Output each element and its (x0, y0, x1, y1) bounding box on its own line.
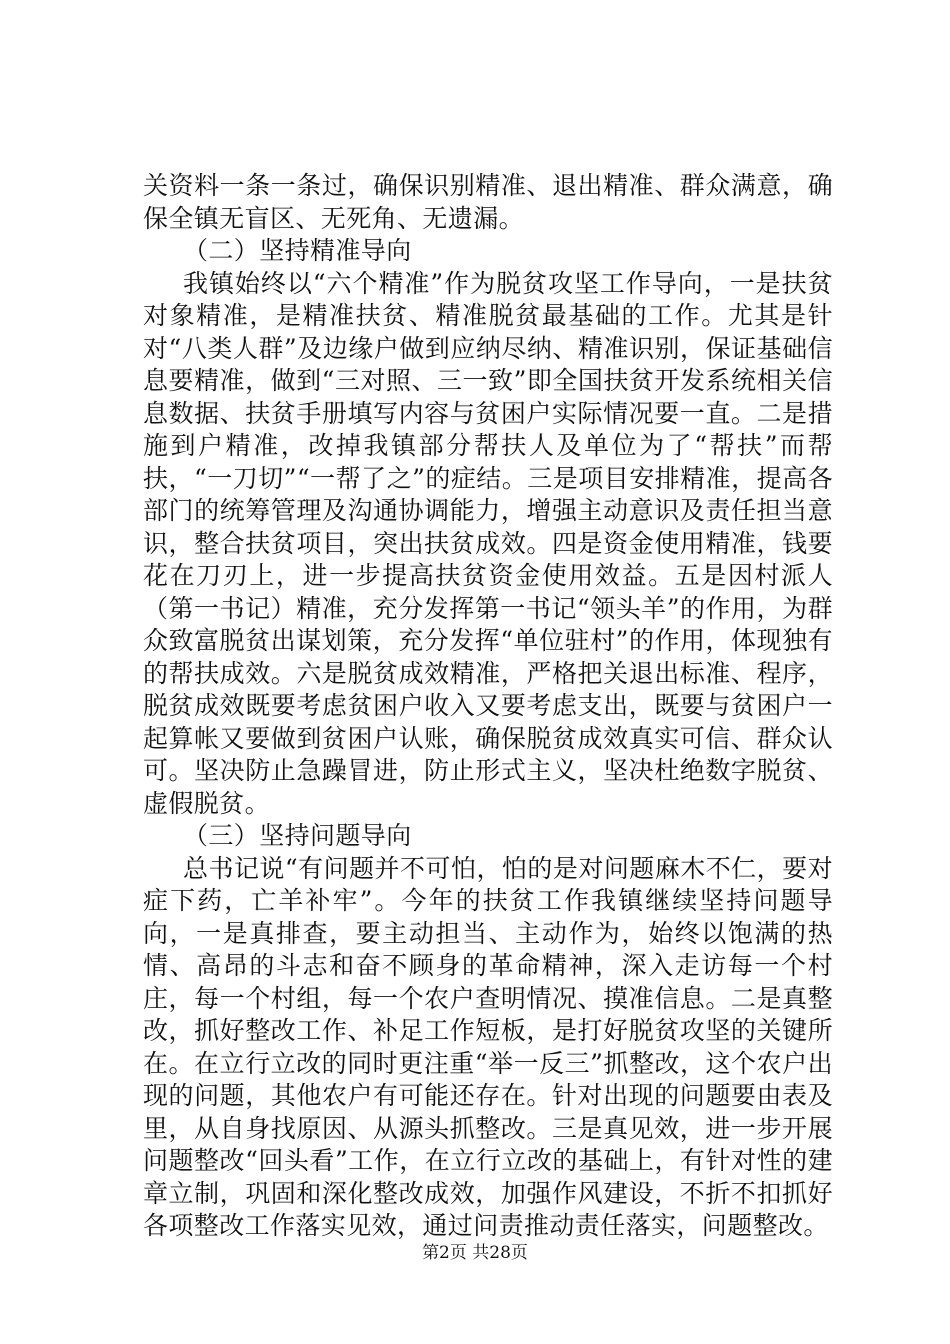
section-heading-2: （二）坚持精准导向 (183, 236, 412, 265)
section-heading-3: （三）坚持问题导向 (183, 821, 412, 850)
document-body (143, 170, 833, 1243)
paragraph-precision: 我镇始终以“六个精准”作为脱贫攻坚工作导向，一是扶贫对象精准，是精准扶贫、精准脱贫最基础的工作。尤其是针对“八类人群”及边缘户做到应纳尽纳、精准识别，保证基础信息要精准，做到“三对照、三一致”即全国扶贫开发系统相关信息数据、扶贫手册填写内容与贫困户实际情况要一直。二是措施到户精准，改掉我镇部分帮扶人及单位为了“帮扶”而帮扶，“一刀切”“一帮了之”的症结。三是项目安排精准，提高各部门的统筹管理及沟通协调能力，增强主动意识及责任担当意识，整合扶贫项目，突出扶贫成效。四是资金使用精准，钱要花在刀刃上，进一步提高扶贫资金使用效益。五是因村派人（第一书记）精准，充分发挥第一书记“领头羊”的作用，为群众致富脱贫出谋划策，充分发挥“单位驻村”的作用，体现独有的帮扶成效。六是脱贫成效精准，严格把关退出标准、程序，脱贫成效既要考虑贫困户收入又要考虑支出，既要与贫困户一起算帐又要做到贫困户认账，确保脱贫成效真实可信、群众认可。坚决防止急躁冒进，防止形式主义，坚决杜绝数字脱贫、虚假脱贫。 (143, 268, 833, 818)
page-number-footer: 第2页 共28页 (422, 1243, 528, 1263)
paragraph-problem: 总书记说“有问题并不可怕，怕的是对问题麻木不仁，要对症下药，亡羊补牢”。今年的扶贫工作我镇继续坚持问题导向，一是真排查，要主动担当、主动作为，始终以饱满的热情、高昂的斗志和奋不顾身的革命精神，深入走访每一个村庄，每一个村组，每一个农户查明情况、摸准信息。二是真整改，抓好整改工作、补足工作短板，是打好脱贫攻坚的关键所在。在立行立改的同时更注重“举一反三”抓整改，这个农户出现的问题，其他农户有可能还存在。针对出现的问题要由表及里，从自身找原因、从源头抓整改。三是真见效，进一步开展问题整改“回头看”工作，在立行立改的基础上，有针对性的建章立制，巩固和深化整改成效，加强作风建设，不折不扣抓好各项整改工作落实见效，通过问责推动责任落实，问题整改。 (143, 853, 833, 1240)
paragraph-continued: 关资料一条一条过，确保识别精准、退出精准、群众满意，确保全镇无盲区、无死角、无遗漏。 (143, 171, 833, 233)
